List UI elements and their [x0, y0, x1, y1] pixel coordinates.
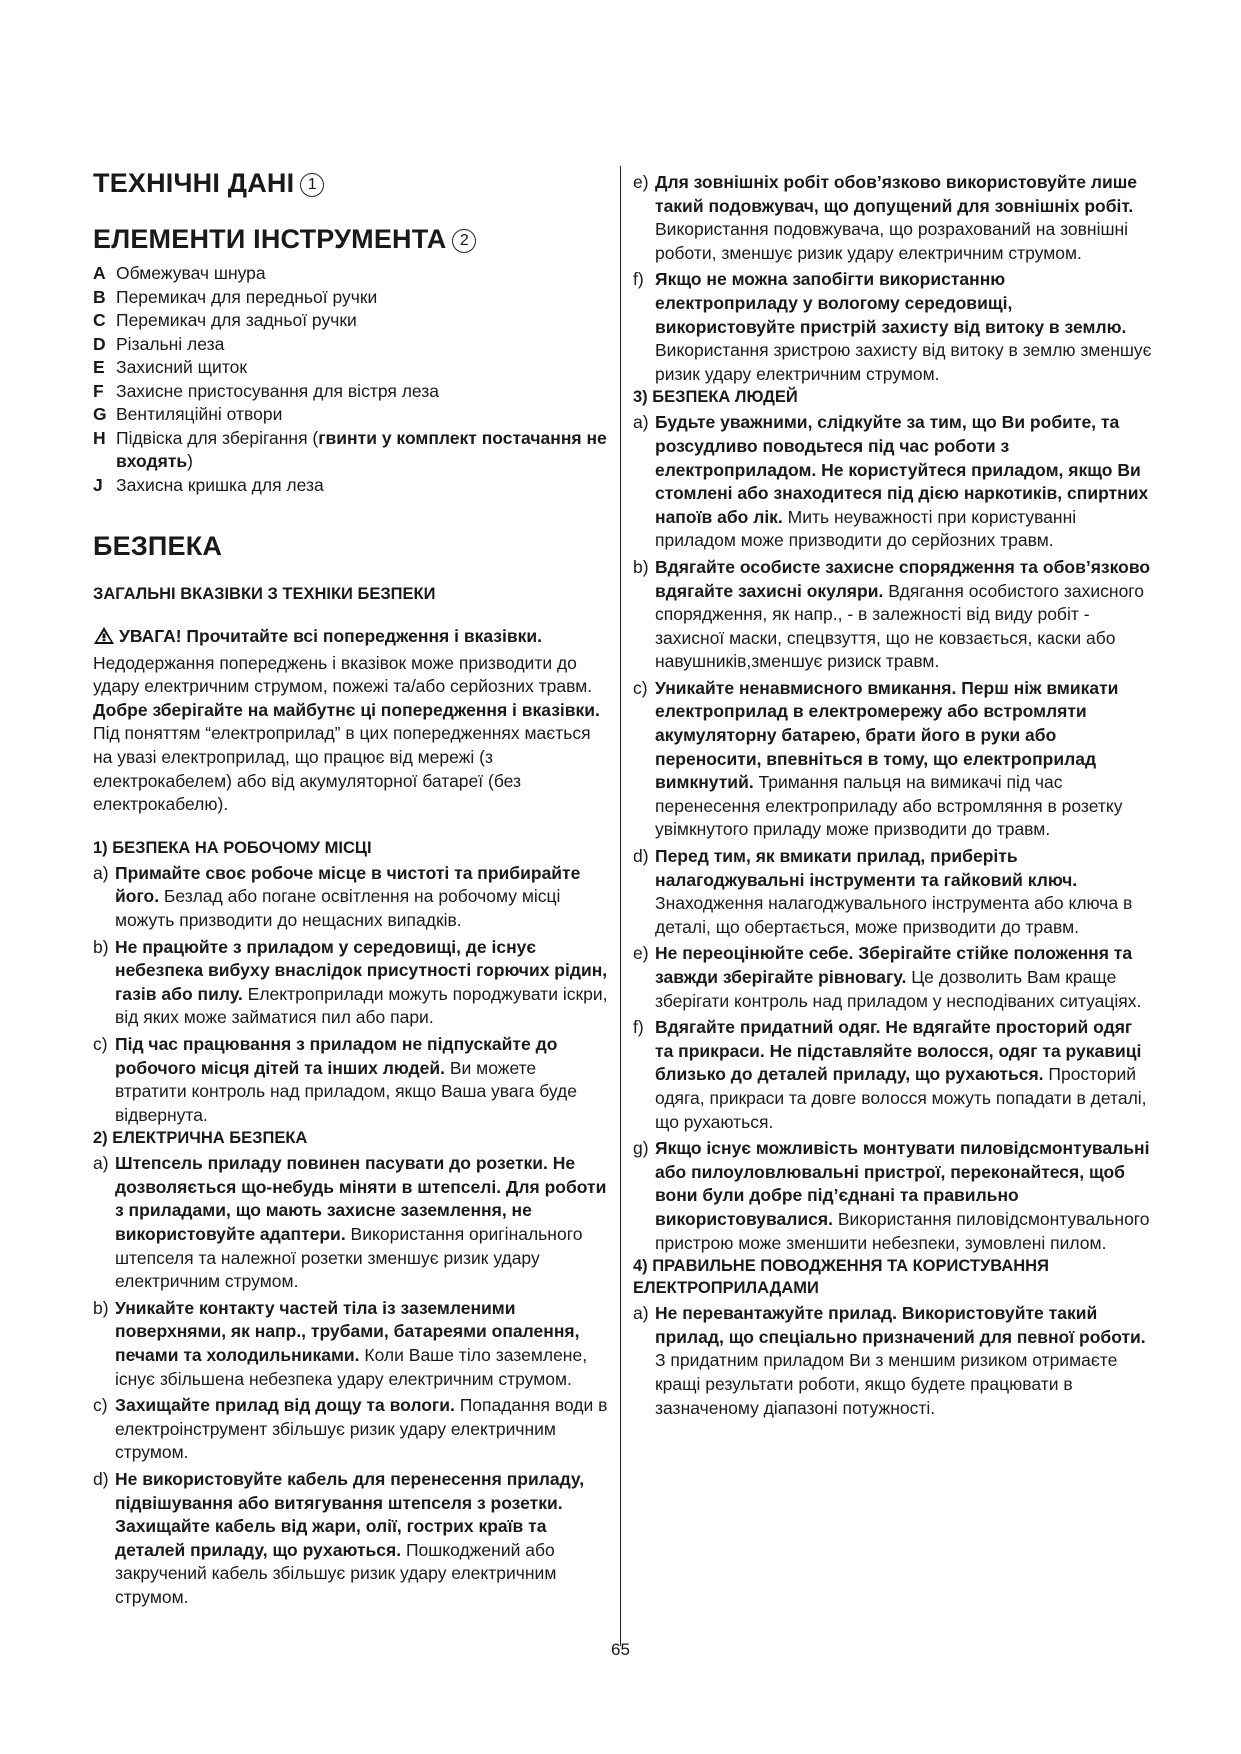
item-text: Не переоцінюйте себе. Зберігайте стійке положення та завжди зберігайте рівновагу. Це дозволить Вам краще зберігати контроль над приладом у несподіваних ситуаціях.	[655, 943, 1142, 1011]
component-item	[93, 403, 611, 427]
component-item	[93, 474, 611, 498]
item-text: Уникайте контакту частей тіла із заземленими поверхнями, як напр., трубами, батареями опалення, печами та холодильниками. Коли Ваше тіло заземлене, існує збільшена небезпека удару електричним струмом.	[115, 1297, 588, 1389]
item-text: Перед тим, як вмикати прилад, приберіть налагоджувальні інструменти та гайковий ключ. Знаходження налагоджувального інструмента або ключа в деталі, що обертається, може призводити до травм.	[655, 846, 1133, 937]
safety-item	[633, 1016, 1153, 1134]
item-text: Уникайте ненавмисного вмикання. Перш ніж вмикати електроприлад в електромережу або встромляти акумуляторну батарею, брати його в руки або переносити, впевніться в тому, що електроприлад вимкнутий. Тримання пальця на вимикачі під час перенесення електроприладу або встромляння в розетку увімкнутого приладу може призводити до травм.	[655, 677, 1123, 840]
section-title: 2) ЕЛЕКТРИЧНА БЕЗПЕКА	[93, 1129, 308, 1148]
right-column	[633, 168, 1153, 1420]
component-description: Захисний щиток	[116, 357, 248, 377]
item-label: a)	[633, 1303, 649, 1324]
safety-item	[633, 1137, 1153, 1255]
item-label: a)	[93, 1153, 109, 1174]
item-text: Примайте своє робоче місце в чистоті та прибирайте його. Безлад або погане освітлення на робочому місці можуть призводити до нещасних випадків.	[115, 862, 581, 930]
component-item	[93, 309, 611, 333]
safety-item	[93, 936, 611, 1030]
item-label: f)	[633, 1017, 644, 1038]
component-item	[93, 333, 611, 357]
item-label: f)	[633, 269, 644, 290]
safety-item	[633, 556, 1153, 674]
left-column	[93, 166, 611, 1610]
safety-item	[633, 411, 1153, 553]
component-description: Захисна кришка для леза	[116, 474, 324, 495]
item-label: c)	[633, 677, 648, 698]
item-label: b)	[633, 556, 649, 577]
column-divider	[620, 166, 621, 1646]
item-text: Не працюйте з приладом у середовищі, де існує небезпека вибуху внаслідок присутності горючих рідин, газів або пилу. Електроприлади можуть породжувати іскри, від яких може займатися пил або пари.	[115, 936, 608, 1028]
safety-item	[633, 942, 1153, 1013]
component-letter: D	[93, 333, 106, 354]
item-text: Для зовнішніх робіт обов’язково використовуйте лише такий подовжувач, що допущений для зовнішніх робіт. Використання подовжувача, що розрахований на зовнішні роботи, зменшує ризик удару електричним струмом.	[655, 172, 1138, 263]
item-text: Захищайте прилад від дощу та вологи. Попадання води в електроінструмент збільшує ризик удару електричним струмом.	[115, 1395, 608, 1463]
component-letter: G	[93, 404, 107, 424]
item-text: Штепсель приладу повинен пасувати до розетки. Не дозволяється що-небудь міняти в штепселі. Для роботи з приладами, що мають захисне заземлення, не використовуйте адаптери. Використання оригінального штепселя та належної розетки зменшує ризик удару електричним струмом.	[115, 1153, 607, 1292]
component-description: Підвіска для зберігання (гвинти у комплект постачання не входять)	[116, 427, 607, 471]
item-text: Не перевантажуйте прилад. Використовуйте такий прилад, що спеціально призначений для певної роботи. З придатним приладом Ви з меншим ризиком отримаєте кращі результати роботи, якщо будете працювати в зазначеному діапазоні потужності.	[655, 1303, 1146, 1418]
safety-item	[93, 1033, 611, 1127]
component-description: Перемикач для задньої ручки	[116, 310, 357, 330]
item-label: e)	[633, 172, 649, 192]
component-letter: H	[93, 427, 106, 448]
safety-item	[633, 677, 1153, 842]
heading-tool-elements: ЕЛЕМЕНТИ ІНСТРУМЕНТА 2	[93, 222, 611, 256]
item-text: Якщо не можна запобігти використанню електроприладу у вологому середовищі, використовуйте пристрій захисту від витоку в землю. Використання зристрою захисту від витоку в землю зменшує ризик удару електричним струмом.	[655, 269, 1152, 384]
component-letter: E	[93, 357, 105, 377]
safety-item	[93, 1152, 611, 1294]
item-label: b)	[93, 936, 109, 957]
component-letter: B	[93, 286, 106, 307]
components-list	[93, 262, 611, 497]
safety-item	[93, 1297, 611, 1391]
item-label: d)	[633, 846, 649, 867]
item-text: Якщо існує можливість монтувати пиловідсмонтувальні або пилоуловлювальні пристрої, переконайтеся, щоб вони були добре під’єднані та правильно використовувалися. Використання пиловідсмонтувального пристрою може зменшити небезпеки, зумовлені пилом.	[655, 1138, 1150, 1253]
component-item	[93, 427, 611, 474]
general-warning-paragraph: УВАГА! Прочитайте всі попередження і вказівки. Недодержання попереджень і вказівок може призводити до удару електричним струмом, пожежі та/або серйозних травм. Добре зберігайте на майбутнє ці попередження і вказівки. Під поняттям “електроприлад” в цих попередженнях мається на увазі електроприлад, що працює від мережі (з електрокабелем) або від акумуляторної батареї (без електрокабелю).	[93, 626, 600, 815]
component-item	[93, 356, 611, 380]
component-description: Захисне пристосування для вістря леза	[116, 380, 440, 401]
heading-tech-data: ТЕХНІЧНІ ДАНІ 1	[93, 166, 611, 200]
section-title: 4) ПРАВИЛЬНЕ ПОВОДЖЕННЯ ТА КОРИСТУВАННЯ ЕЛЕКТРОПРИЛАДАМИ	[633, 1257, 1049, 1298]
figure-ref-1: 1	[300, 173, 324, 197]
item-label: a)	[633, 412, 649, 433]
component-description: Обмежувач шнура	[116, 263, 266, 283]
sections-left	[93, 837, 611, 1610]
item-label: a)	[93, 862, 109, 883]
safety-item	[93, 1468, 611, 1610]
safety-item	[93, 862, 611, 933]
item-label: g)	[633, 1138, 649, 1159]
item-text: Під час працювання з приладом не підпускайте до робочого місця дітей та інших людей. Ви можете втратити контроль над приладом, якщо Ваша увага буде відвернута.	[115, 1033, 577, 1125]
item-label: e)	[633, 943, 649, 964]
component-description: Вентиляційні отвори	[116, 404, 283, 424]
safety-item	[93, 1394, 611, 1465]
section-title: 3) БЕЗПЕКА ЛЮДЕЙ	[633, 388, 798, 407]
component-item	[93, 380, 611, 404]
item-label: b)	[93, 1297, 109, 1318]
component-item	[93, 262, 611, 286]
component-description: Перемикач для передньої ручки	[116, 286, 378, 307]
safety-item	[633, 1302, 1153, 1420]
safety-item	[633, 268, 1153, 386]
item-label: c)	[93, 1395, 108, 1416]
component-description: Різальні леза	[116, 333, 225, 354]
item-label: d)	[93, 1469, 109, 1489]
component-letter: A	[93, 263, 106, 283]
component-letter: C	[93, 310, 106, 330]
heading-safety: БЕЗПЕКА	[93, 531, 223, 561]
page-number: 65	[611, 1640, 630, 1659]
figure-ref-2: 2	[452, 229, 476, 253]
warning-triangle-icon	[93, 626, 115, 652]
section-title: 1) БЕЗПЕКА НА РОБОЧОМУ МІСЦІ	[93, 838, 372, 857]
safety-item	[633, 845, 1153, 939]
item-text: Не використовуйте кабель для перенесення приладу, підвішування або витягування штепселя з розетки. Захищайте кабель від жари, олії, гострих країв та деталей приладу, що рухаються. Пошкоджений або закручений кабель збільшує ризик удару електричним струмом.	[115, 1469, 585, 1607]
safety-item	[633, 171, 1153, 265]
component-item	[93, 286, 611, 310]
item-text: Вдягайте придатний одяг. Не вдягайте просторий одяг та прикраси. Не підставляйте волосся, одяг та рукавиці близько до деталей приладу, що рухаються. Просторий одяга, прикраси та довге волосся можуть попадати в деталі, що рухаються.	[655, 1017, 1147, 1132]
item-text: Вдягайте особисте захисне спорядження та обов’язково вдягайте захисні окуляри. Вдягання особистого захисного спорядження, як напр., - в залежності від виду робіт - захисної маски, спецвзуття, що не ковзається, каски або навушників,зменшує ризиск травм.	[655, 556, 1151, 672]
component-letter: F	[93, 380, 104, 401]
item-text: Будьте уважними, слідкуйте за тим, що Ви робите, та розсудливо поводьтеся під час роботи з електроприладом. Не користуйтеся приладом, якщо Ви стомлені або знаходитеся під дією наркотиків, спиртних напоїв або лік. Мить неуважності при користуванні приладом може призводити до серйозних травм.	[655, 412, 1149, 551]
component-letter: J	[93, 474, 103, 495]
item-label: c)	[93, 1033, 108, 1054]
general-safety-title: ЗАГАЛЬНІ ВКАЗІВКИ З ТЕХНІКИ БЕЗПЕКИ	[93, 585, 436, 603]
